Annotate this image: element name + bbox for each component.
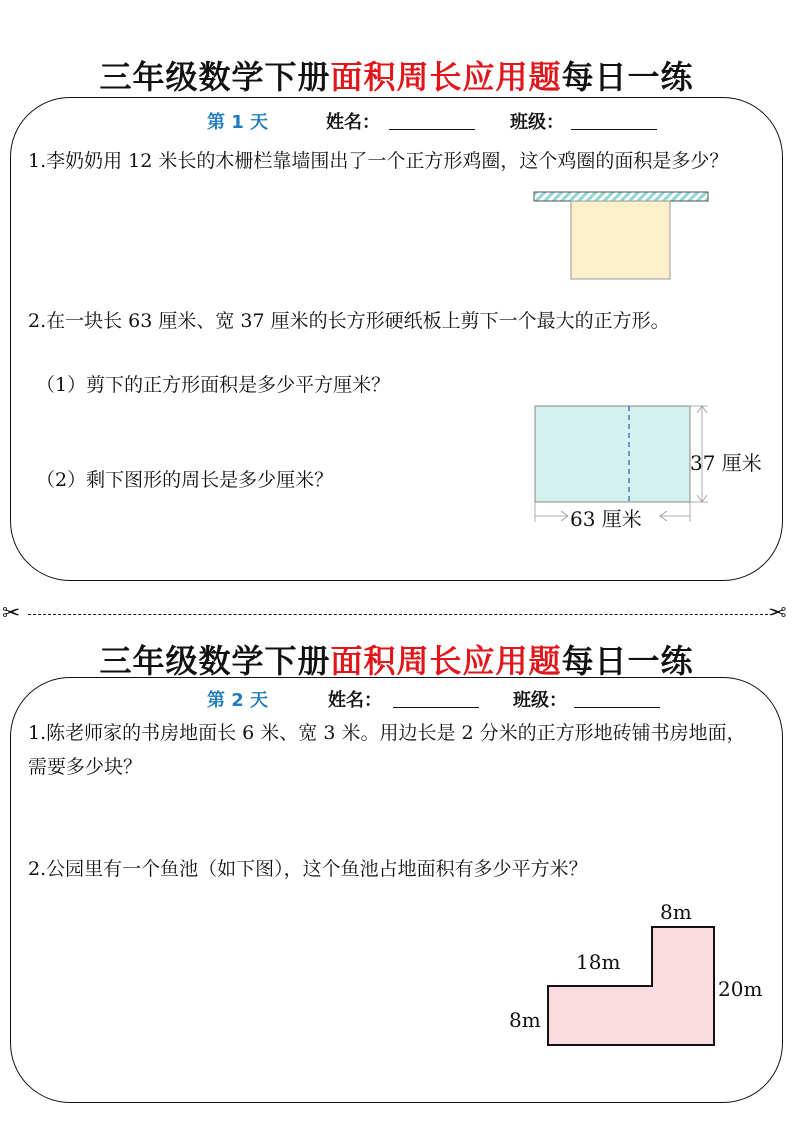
top-edge-label: 8m [660, 900, 692, 924]
question-1: 1.陈老师家的书房地面长 6 米、宽 3 米。用边长是 2 分米的正方形地砖铺书房地面，需要多少块？ [28, 722, 746, 778]
right-edge-label: 20m [718, 977, 763, 1001]
day-label: 第 2 天 [207, 690, 269, 711]
class-label: 班级： [510, 112, 564, 133]
title-suffix: 每日一练 [561, 58, 694, 96]
name-field[interactable] [393, 688, 479, 708]
question-1: 1.李奶奶用 12 米长的木栅栏靠墙围出了一个正方形鸡圈，这个鸡圈的面积是多少？ [28, 150, 729, 172]
class-label: 班级： [513, 690, 567, 711]
sheet2-header [10, 686, 783, 716]
title-prefix: 三年级数学下册 [99, 642, 331, 680]
title-highlight: 面积周长应用题 [330, 642, 562, 680]
class-field[interactable] [571, 110, 657, 130]
question-2-part-2: （2）剩下图形的周长是多少厘米？ [36, 469, 334, 491]
length-dimension-label: 63 厘米 [570, 507, 642, 531]
width-dimension-label: 37 厘米 [690, 451, 762, 475]
fish-pond-figure [540, 920, 725, 1050]
cut-line [28, 614, 768, 615]
day-label: 第 1 天 [207, 112, 269, 133]
left-edge-label: 8m [509, 1008, 541, 1032]
class-field[interactable] [574, 688, 660, 708]
question-2: 2.公园里有一个鱼池（如下图），这个鱼池占地面积有多少平方米？ [28, 858, 588, 880]
question-2-part-1: （1）剪下的正方形面积是多少平方厘米？ [36, 374, 391, 396]
scissors-icon: ✂ [2, 601, 21, 626]
chicken-coop-figure [530, 188, 712, 282]
title-suffix: 每日一练 [561, 642, 694, 680]
sheet2-title [0, 636, 793, 682]
upper-left-edge-label: 18m [576, 950, 621, 974]
name-label: 姓名： [328, 690, 382, 711]
name-label: 姓名： [326, 112, 380, 133]
name-field[interactable] [389, 110, 475, 130]
sheet1-title [0, 52, 793, 98]
title-prefix: 三年级数学下册 [99, 58, 331, 96]
scissors-icon: ✂ [768, 601, 787, 626]
sheet1-header [10, 108, 783, 138]
question-2: 2.在一块长 63 厘米、宽 37 厘米的长方形硬纸板上剪下一个最大的正方形。 [28, 310, 670, 332]
title-highlight: 面积周长应用题 [330, 58, 562, 96]
